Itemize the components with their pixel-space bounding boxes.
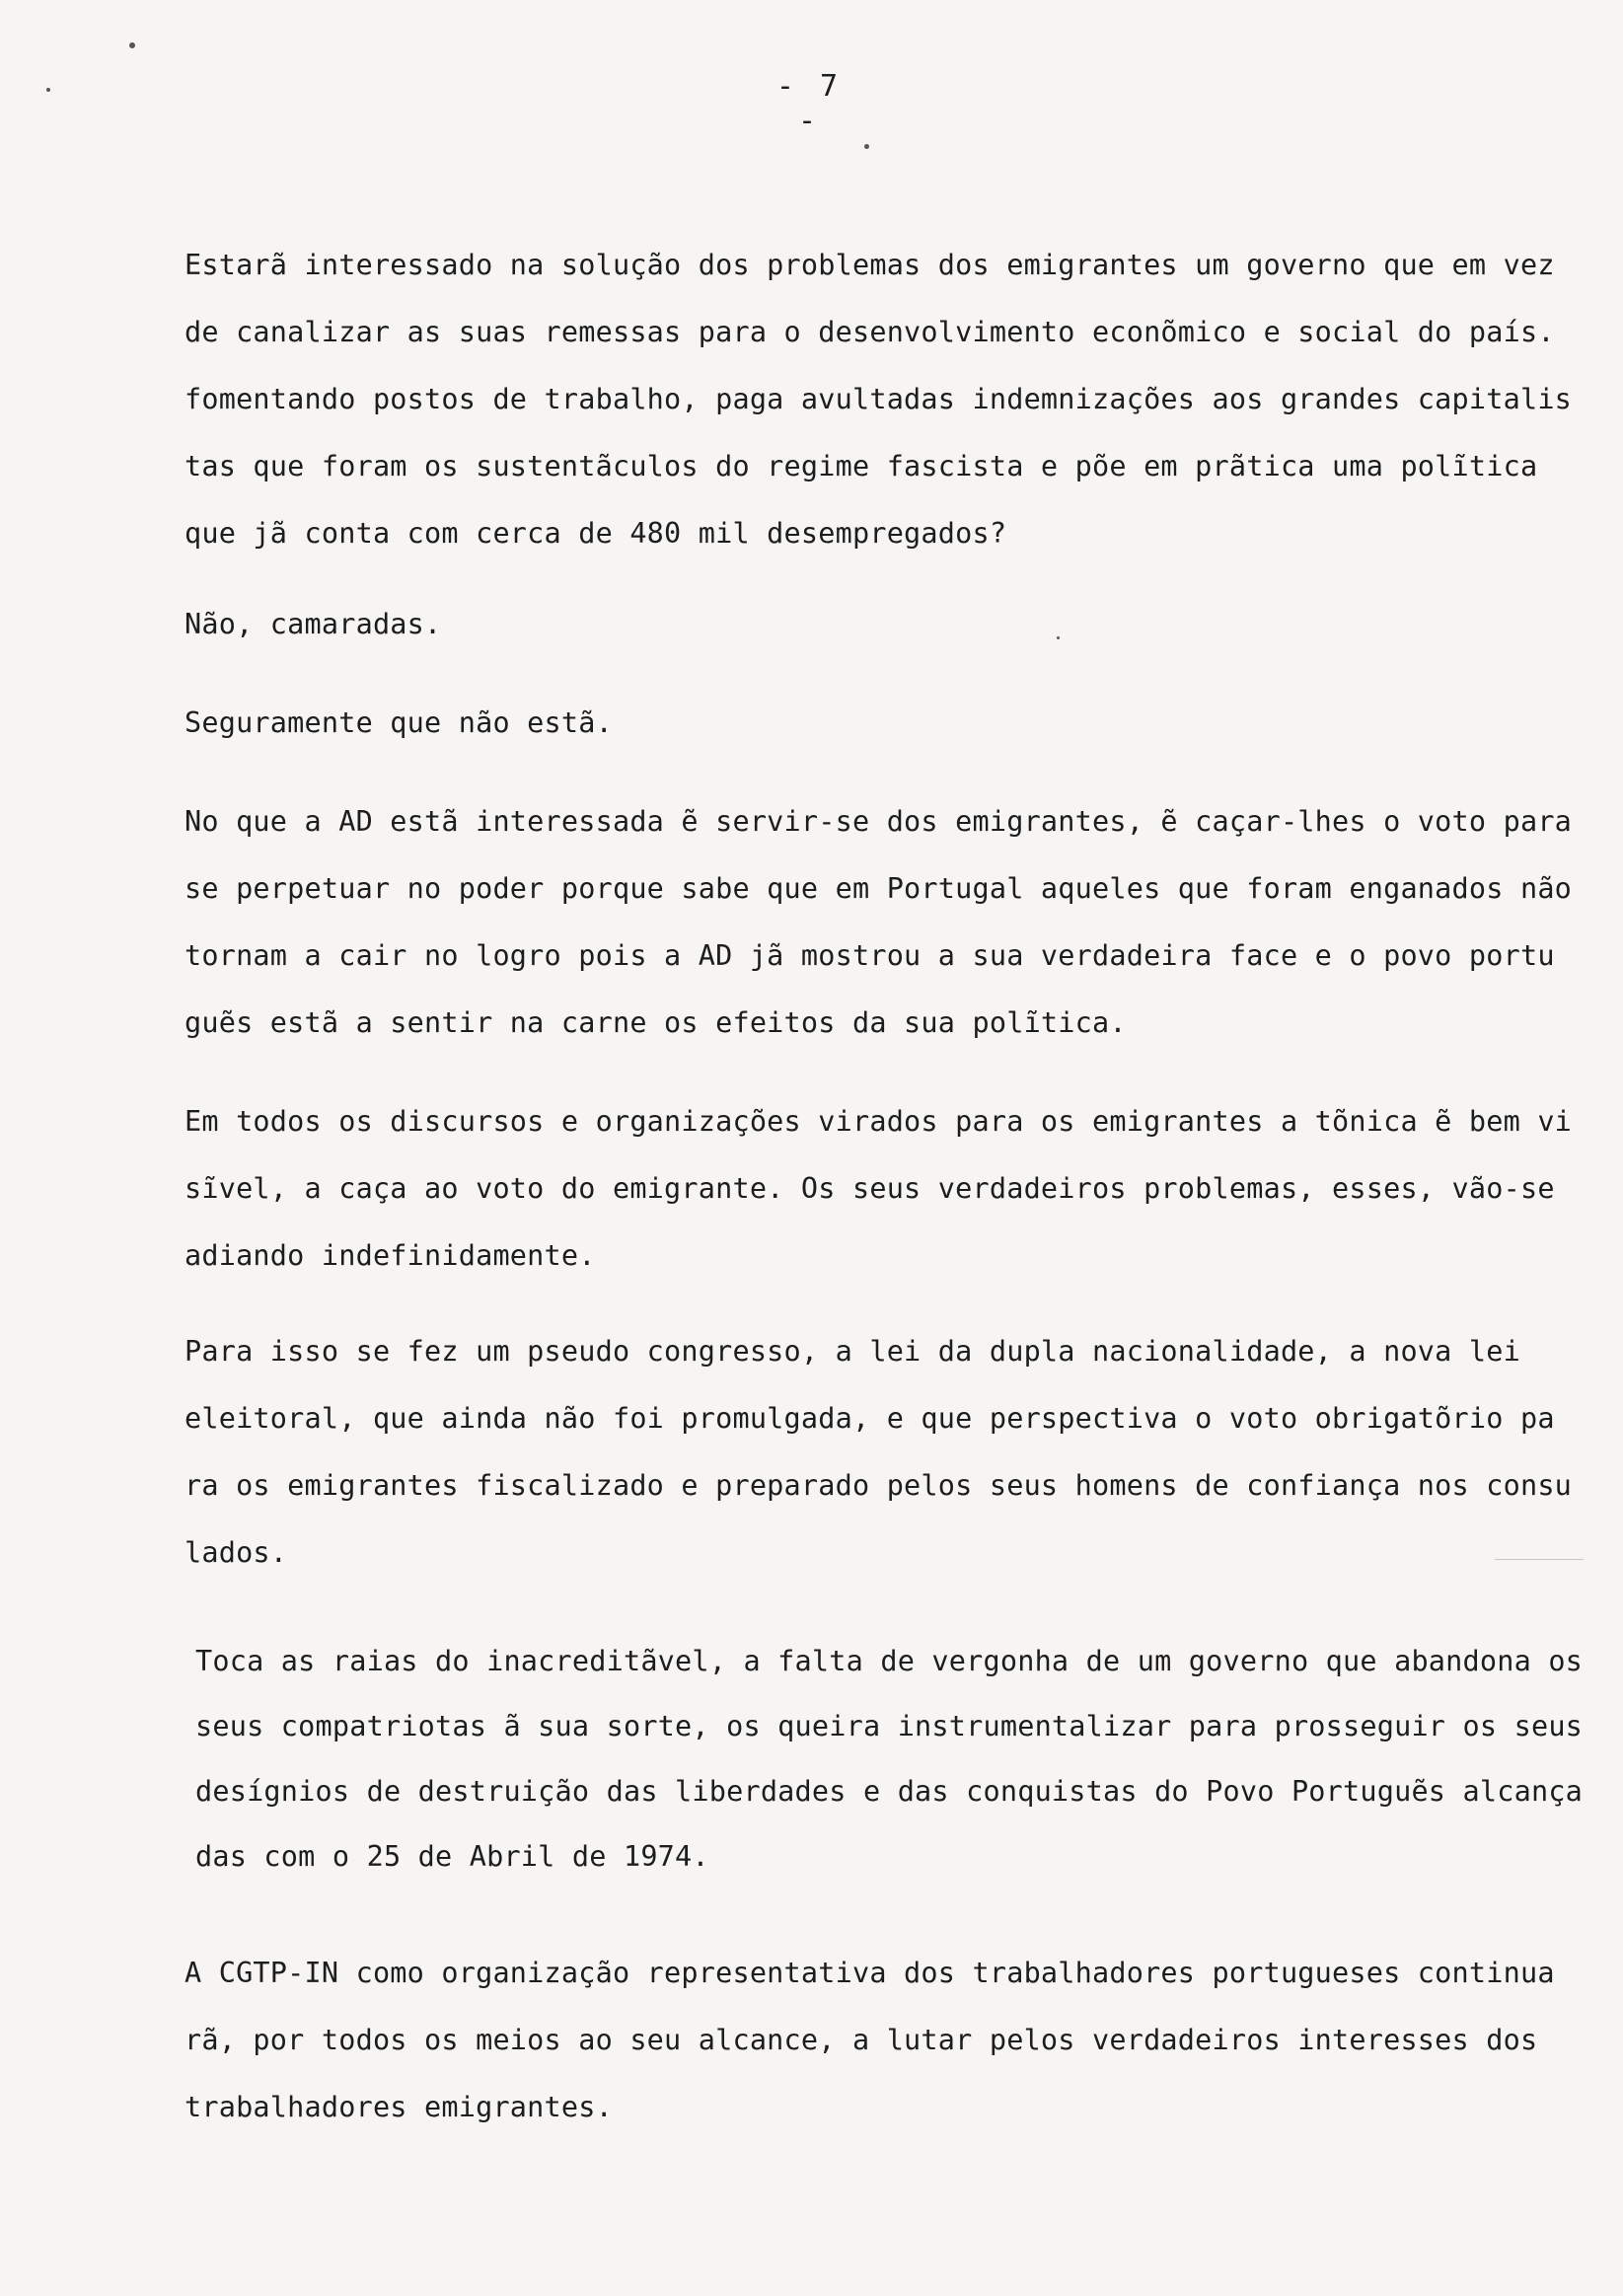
paragraph-shameless-government (195, 1629, 1584, 1889)
text-line: Estarã interessado na solução dos problemas dos emigrantes um governo que em vez (184, 249, 1555, 281)
paragraph-pseudo-congress (184, 1318, 1573, 1587)
text-line: trabalhadores emigrantes. (184, 2091, 613, 2123)
scan-rule (1495, 1559, 1584, 1560)
text-line: de canalizar as suas remessas para o desenvolvimento econõmico e social do país. (184, 316, 1555, 348)
text-line: guẽs estã a sentir na carne os efeitos da sua polĩtica. (184, 1006, 1127, 1039)
paragraph-cgtp-in (184, 1940, 1555, 2141)
text-line: Toca as raias do inacreditãvel, a falta de vergonha de um governo que abandona os (195, 1645, 1584, 1677)
text-line: eleitoral, que ainda não foi promulgada, e que perspectiva o voto obrigatõrio pa (184, 1402, 1555, 1435)
page-number: - 7 - (775, 69, 843, 138)
paragraph-discourses (184, 1088, 1573, 1290)
paragraph-emigrant-problems (184, 232, 1573, 567)
paragraph-seguramente (184, 690, 1507, 757)
text-line: desígnios de destruição das liberdades e das conquistas do Povo Portuguẽs alcança (195, 1775, 1584, 1808)
scan-speck (46, 88, 50, 92)
text-line: No que a AD estã interessada ẽ servir-se dos emigrantes, ẽ caçar-lhes o voto para (184, 805, 1573, 838)
text-line: rã, por todos os meios ao seu alcance, a lutar pelos verdadeiros interesses dos (184, 2024, 1538, 2056)
text-line: adiando indefinidamente. (184, 1239, 596, 1272)
text-line: sĩvel, a caça ao voto do emigrante. Os seus verdadeiros problemas, esses, vão-se (184, 1172, 1555, 1205)
text-line: Para isso se fez um pseudo congresso, a lei da dupla nacionalidade, a nova lei (184, 1335, 1520, 1368)
text-line: ra os emigrantes fiscalizado e preparado pelos seus homens de confiança nos consu (184, 1469, 1573, 1502)
text-line: das com o 25 de Abril de 1974. (195, 1840, 709, 1873)
text-line: que jã conta com cerca de 480 mil desempregados? (184, 517, 1007, 550)
text-line: Seguramente que não estã. (184, 706, 613, 739)
paragraph-ad-interests (184, 788, 1573, 1057)
paragraph-nao-camaradas (184, 591, 1507, 658)
text-line: se perpetuar no poder porque sabe que em Portugal aqueles que foram enganados não (184, 872, 1573, 905)
text-line: lados. (184, 1536, 288, 1569)
text-line: Não, camaradas. (184, 608, 442, 640)
scan-speck (129, 42, 135, 48)
text-line: fomentando postos de trabalho, paga avultadas indemnizações aos grandes capitalis (184, 383, 1573, 415)
text-line: Em todos os discursos e organizações virados para os emigrantes a tõnica ẽ bem vi (184, 1105, 1573, 1138)
scan-speck (864, 144, 869, 149)
text-line: A CGTP-IN como organização representativa dos trabalhadores portugueses continua (184, 1957, 1555, 1989)
text-line: seus compatriotas ã sua sorte, os queira instrumentalizar para prosseguir os seus (195, 1710, 1584, 1742)
text-line: tornam a cair no logro pois a AD jã mostrou a sua verdadeira face e o povo portu (184, 939, 1555, 972)
text-line: tas que foram os sustentãculos do regime fascista e põe em prãtica uma polĩtica (184, 450, 1538, 482)
